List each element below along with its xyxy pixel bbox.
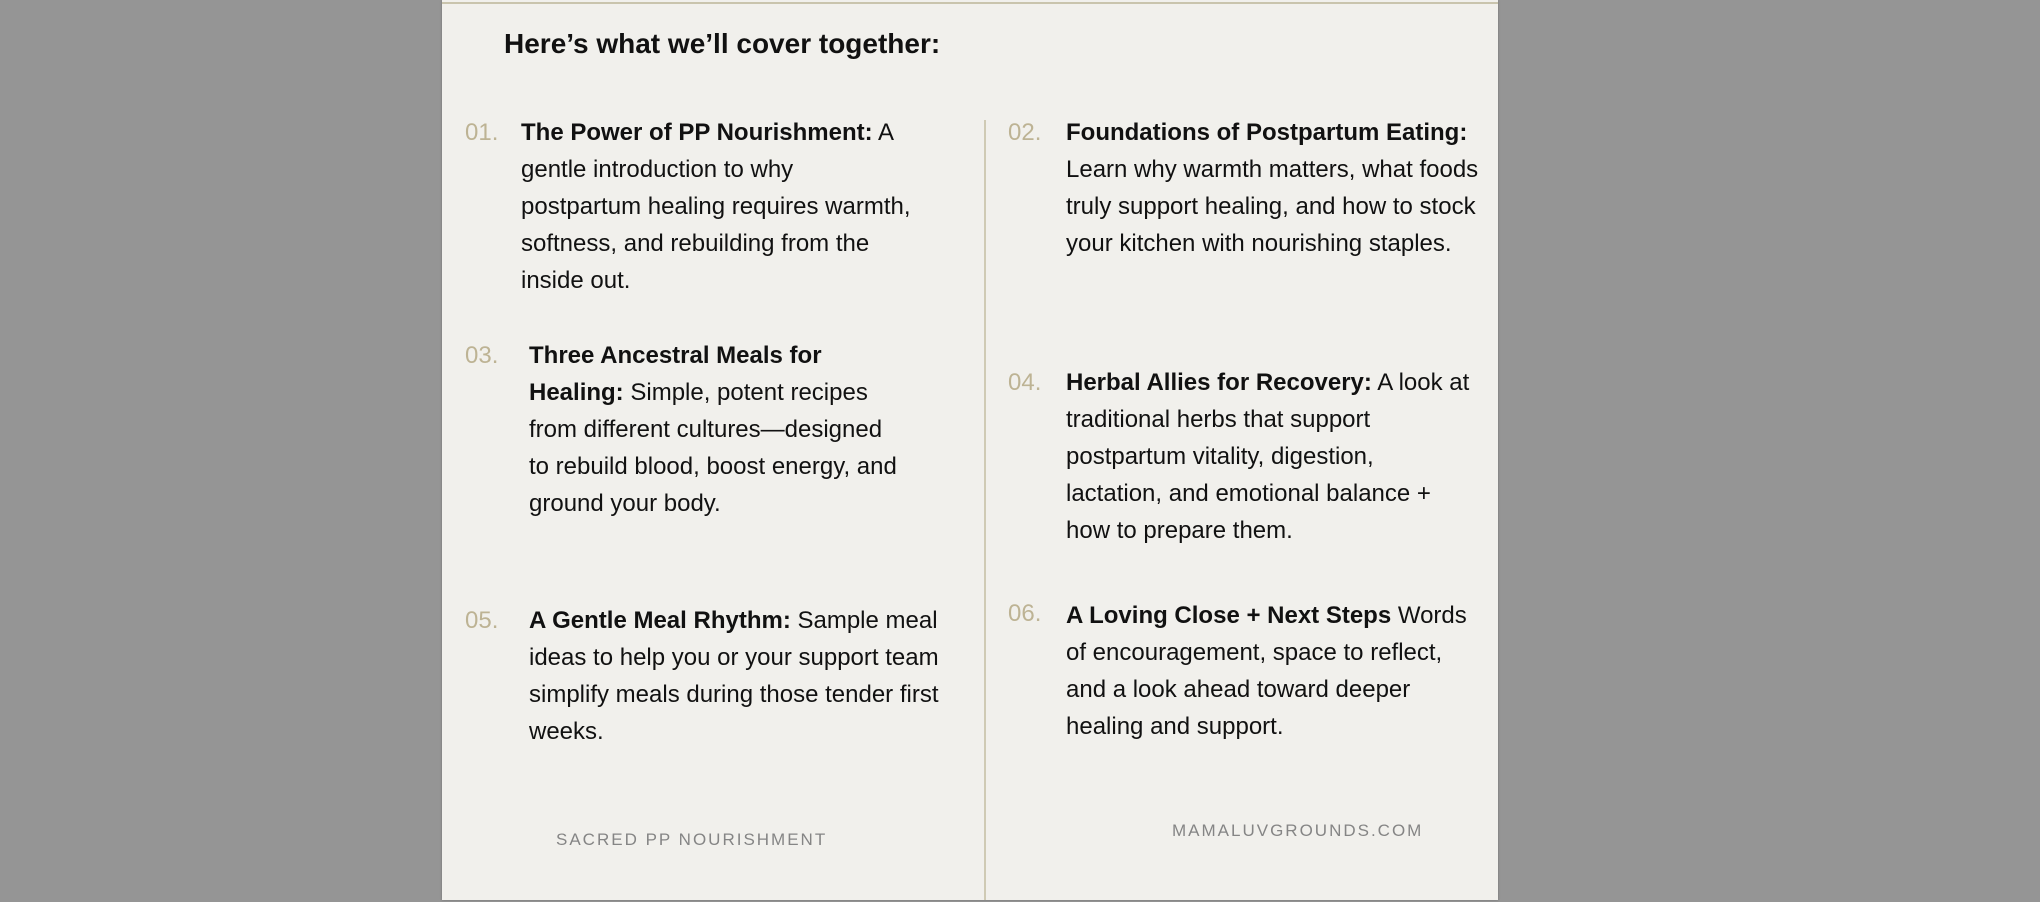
item-text <box>1066 114 1486 262</box>
item-title: Three Ancestral Meals for Healing: <box>529 342 822 406</box>
item-body: A look at traditional herbs that support postpartum vitality, digestion, lactation, and emotional balance + how to prepare them. <box>1066 369 1470 544</box>
item-title: A Loving Close + Next Steps <box>1066 602 1392 629</box>
item-title: Foundations of Postpartum Eating: <box>1066 119 1468 146</box>
item-number: 02. <box>1008 119 1042 146</box>
item-title: The Power of PP Nourishment: <box>521 119 873 146</box>
document-page <box>442 0 1498 900</box>
item-number: 01. <box>465 119 499 146</box>
item-number: 05. <box>465 607 499 634</box>
item-text <box>1066 364 1471 549</box>
section-heading: Here’s what we’ll cover together: <box>504 28 941 59</box>
item-title: Herbal Allies for Recovery: <box>1066 369 1372 396</box>
footer-right: MAMALUVGROUNDS.COM <box>1172 821 1424 840</box>
item-text <box>521 114 911 299</box>
top-rule <box>442 2 1498 4</box>
column-divider <box>984 120 986 900</box>
item-text <box>1066 597 1486 745</box>
item-number: 03. <box>465 342 499 369</box>
item-title: A Gentle Meal Rhythm: <box>529 607 791 634</box>
item-body: Simple, potent recipes from different cultures—designed to rebuild blood, boost energy, and ground your body. <box>529 379 897 517</box>
item-body: Sample meal ideas to help you or your support team simplify meals during those tender first weeks. <box>529 607 939 745</box>
item-text <box>529 602 973 750</box>
item-number: 06. <box>1008 600 1042 627</box>
item-number: 04. <box>1008 369 1042 396</box>
item-text <box>529 337 899 522</box>
footer-left: SACRED PP NOURISHMENT <box>556 830 828 849</box>
item-body: Learn why warmth matters, what foods truly support healing, and how to stock your kitchen with nourishing staples. <box>1066 156 1479 257</box>
item-body: A gentle introduction to why postpartum healing requires warmth, softness, and rebuilding from the inside out. <box>521 119 911 294</box>
item-body: Words of encouragement, space to reflect, and a look ahead toward deeper healing and support. <box>1066 602 1467 740</box>
